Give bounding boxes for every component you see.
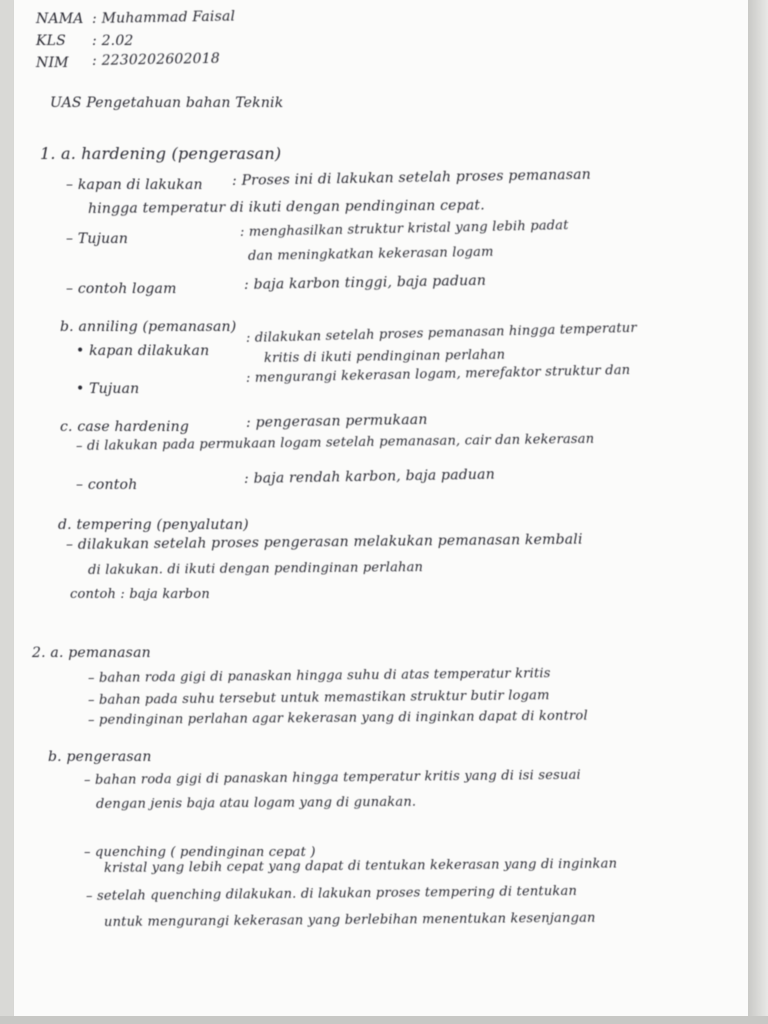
2b-line-5: – setelah quenching dilakukan. di lakukan proses tempering di tentukan — [85, 883, 578, 904]
1a-tujuan-label: – Tujuan — [66, 231, 129, 247]
1a-kapan-text-1: : Proses ini di lakukan setelah proses pemanasan — [231, 166, 592, 189]
section-1b-heading: b. anniling (pemanasan) — [60, 319, 237, 335]
2b-line-4: kristal yang lebih cepat yang dapat di tentukan kekerasan yang di inginkan — [103, 856, 618, 876]
1a-contoh-text: : baja karbon tinggi, baja paduan — [243, 272, 487, 293]
kls-value: : 2.02 — [92, 33, 134, 49]
2a-line-3: – pendinginan perlahan agar kekerasan yang di inginkan dapat di kontrol — [87, 708, 588, 728]
1b-kapan-text-1: : dilakukan setelah proses pemanasan hingga temperatur — [245, 320, 637, 346]
1a-contoh-label: – contoh logam — [66, 281, 177, 297]
1d-line-3: contoh : baja karbon — [70, 587, 210, 602]
1a-kapan-text-2: hingga temperatur di ikuti dengan pendinginan cepat. — [87, 197, 485, 217]
1c-line-1: – di lakukan pada permukaan logam setelah pemanasan, cair dan kekerasan — [75, 431, 595, 454]
2b-line-3: – quenching ( pendinginan cepat ) — [84, 845, 316, 860]
nama-label: NAMA — [36, 11, 84, 27]
nim-value: : 2230202602018 — [91, 50, 221, 69]
1d-line-2: di lakukan. di ikuti dengan pendinginan perlahan — [87, 560, 424, 578]
page-bottom-edge — [0, 1016, 768, 1024]
2b-line-2: dengan jenis baja atau logam yang di gunakan. — [95, 794, 417, 812]
2a-line-1: – bahan roda gigi di panaskan hingga suhu di atas temperatur kritis — [87, 666, 551, 686]
1a-tujuan-text-2: dan meningkatkan kekerasan logam — [247, 244, 494, 264]
2b-line-6: untuk mengurangi kekerasan yang berlebihan menentukan kesenjangan — [103, 910, 596, 930]
2b-line-1: – bahan roda gigi di panaskan hingga temperatur kritis yang di isi sesuai — [83, 767, 581, 788]
1b-kapan-label: • kapan dilakukan — [76, 343, 210, 359]
1c-text: : pengerasan permukaan — [245, 411, 428, 431]
nama-value: : Muhammad Faisal — [91, 8, 236, 27]
page-edge — [748, 0, 768, 1024]
section-1a-heading: 1. a. hardening (pengerasan) — [40, 144, 282, 163]
section-1c-heading: c. case hardening — [60, 419, 190, 435]
1b-tujuan-text: : mengurangi kekerasan logam, merefaktor struktur dan — [245, 362, 631, 386]
1a-tujuan-text-1: : menghasilkan struktur kristal yang lebih padat — [239, 218, 569, 240]
1c-contoh-text: : baja rendah karbon, baja paduan — [243, 466, 496, 487]
section-2b-heading: b. pengerasan — [48, 749, 152, 765]
1a-kapan-label: – kapan di lakukan — [66, 177, 203, 193]
page-title: UAS Pengetahuan bahan Teknik — [50, 95, 284, 111]
2a-line-2: – bahan pada suhu tersebut untuk memastikan struktur butir logam — [87, 688, 550, 708]
1b-kapan-text-2: kritis di ikuti pendinginan perlahan — [263, 347, 506, 366]
1c-contoh-label: – contoh — [76, 477, 138, 493]
1d-line-1: – dilakukan setelah proses pengerasan melakukan pemanasan kembali — [65, 531, 583, 553]
section-1d-heading: d. tempering (penyalutan) — [58, 517, 249, 533]
kls-label: KLS — [36, 33, 66, 49]
section-2a-heading: 2. a. pemanasan — [32, 645, 151, 661]
1b-tujuan-label: • Tujuan — [76, 381, 140, 397]
nim-label: NIM — [36, 55, 69, 71]
